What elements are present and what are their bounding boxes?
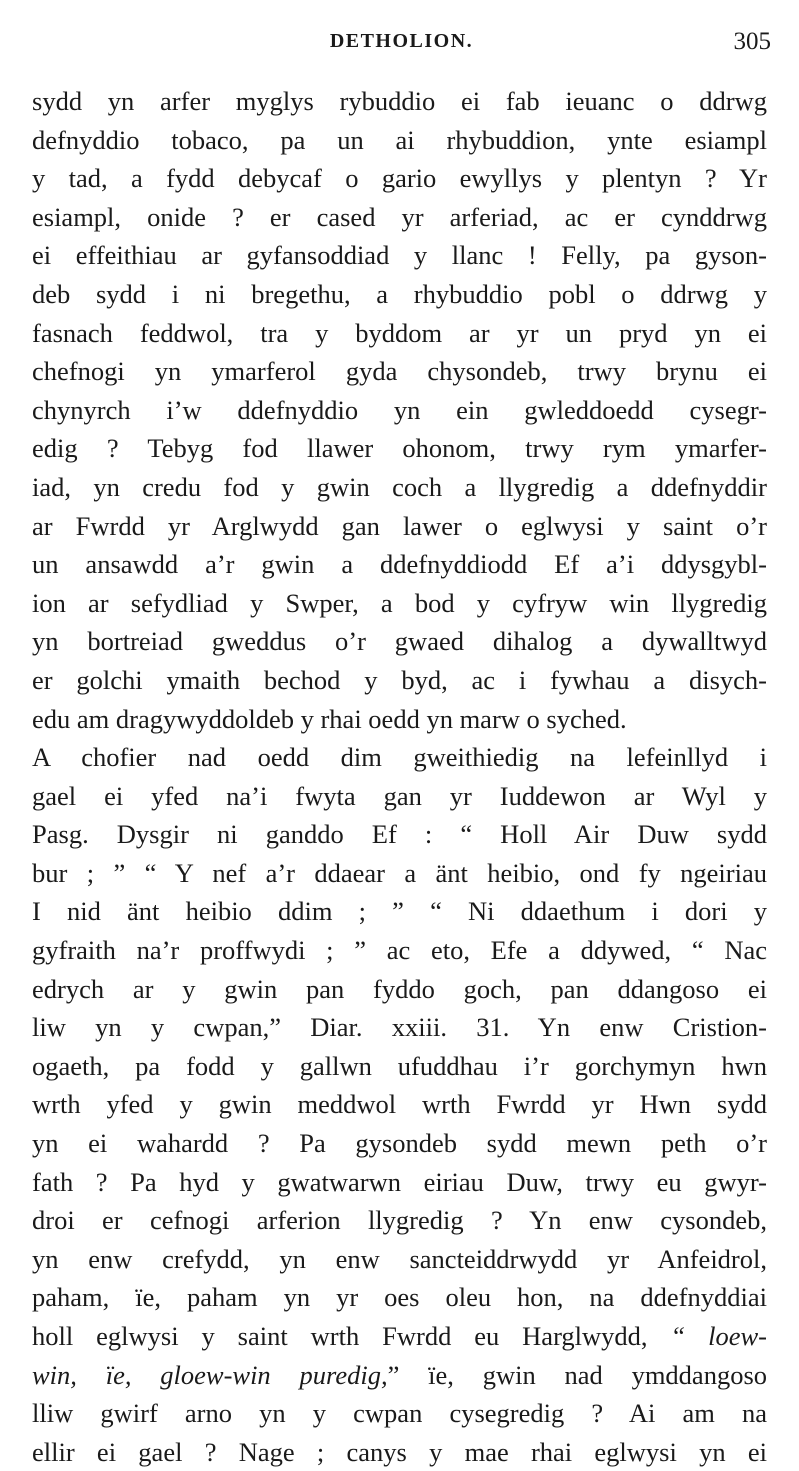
body-text	[32, 82, 767, 1471]
text-line: liw yn y cwpan,” Diar. xxiii. 31. Yn enw Cristion-	[32, 1012, 767, 1043]
text-line: paham, ïe, paham yn yr oes oleu hon, na ddefnyddiai	[32, 1282, 767, 1313]
text-line: sydd yn arfer myglys rybuddio ei fab ieuanc o ddrwg	[32, 86, 767, 116]
text-line: er golchi ymaith bechod y byd, ac i fywhau a disych-	[32, 664, 767, 695]
text-line: un ansawdd a’r gwin a ddefnyddiodd Ef a’i ddysgybl-	[32, 549, 767, 580]
text-line: A chofier nad oedd dim gweithiedig na lefeinllyd i	[32, 742, 767, 773]
text-line: yn enw crefydd, yn enw sancteiddrwydd yr Anfeidrol,	[32, 1243, 767, 1274]
text-line	[32, 1317, 767, 1356]
text-segment: holl eglwysi y saint wrth Fwrdd eu Harglwydd,	[32, 1321, 648, 1351]
text-line: yn ei wahardd ? Pa gysondeb sydd mewn peth o’r	[32, 1128, 767, 1159]
text-line: ar Fwrdd yr Arglwydd gan lawer o eglwysi y saint o’r	[32, 510, 767, 541]
text-line: esiampl, onide ? er cased yr arferiad, ac er cynddrwg	[32, 201, 767, 232]
text-line: chynyrch i’w ddefnyddio yn ein gwleddoedd cysegr-	[32, 394, 767, 425]
text-line: chefnogi yn ymarferol gyda chysondeb, trwy brynu ei	[32, 356, 767, 387]
text-line: fath ? Pa hyd y gwatwarwn eiriau Duw, trwy eu gwyr-	[32, 1166, 767, 1197]
text-line: fasnach feddwol, tra y byddom ar yr un pryd yn ei	[32, 317, 767, 348]
text-line: gyfraith na’r proffwydi ; ” ac eto, Efe a ddywed, “ Nac	[32, 935, 767, 966]
page-number: 305	[733, 28, 771, 55]
text-line: iad, yn credu fod y gwin coch a llygredig a ddefnyddir	[32, 471, 767, 502]
running-head	[32, 28, 771, 62]
text-line	[32, 1356, 767, 1395]
text-line: edu am dragywyddoldeb y rhai oedd yn marw o syched.	[32, 703, 627, 734]
text-line: y tad, a fydd debycaf o gario ewyllys y plentyn ? Yr	[32, 163, 767, 194]
text-line: wrth yfed y gwin meddwol wrth Fwrdd yr Hwn sydd	[32, 1089, 767, 1120]
text-line: ellir ei gael ? Nage ; canys y mae rhai eglwysi yn ei	[32, 1436, 767, 1467]
text-line: ei effeithiau ar gyfansoddiad y llanc ! Felly, pa gyson-	[32, 240, 767, 271]
text-line: edig ? Tebyg fod llawer ohonom, trwy rym ymarfer-	[32, 433, 767, 464]
text-line: edrych ar y gwin pan fyddo goch, pan ddangoso ei	[32, 973, 767, 1004]
text-segment: ” ïe, gwin nad ymddangoso	[387, 1359, 767, 1390]
italic-segment: “ loew-	[670, 1321, 767, 1351]
text-line: bur ; ” “ Y nef a’r ddaear a änt heibio, ond fy ngeiriau	[32, 857, 767, 888]
text-line: ogaeth, pa fodd y gallwn ufuddhau i’r gorchymyn hwn	[32, 1050, 767, 1081]
text-line: ion ar sefydliad y Swper, a bod y cyfryw win llygredig	[32, 587, 767, 618]
running-head-title: DETHOLION.	[329, 30, 474, 52]
italic-segment: win, ïe, gloew-win puredig,	[32, 1359, 388, 1390]
text-line: lliw gwirf arno yn y cwpan cysegredig ? Ai am na	[32, 1398, 767, 1429]
text-line: yn bortreiad gweddus o’r gwaed dihalog a dywalltwyd	[32, 626, 767, 657]
text-line: deb sydd i ni bregethu, a rhybuddio pobl o ddrwg y	[32, 278, 767, 309]
text-line: I nid änt heibio ddim ; ” “ Ni ddaethum i dori y	[32, 896, 767, 927]
text-line: gael ei yfed na’i fwyta gan yr Iuddewon ar Wyl y	[32, 780, 767, 811]
text-line: droi er cefnogi arferion llygredig ? Yn enw cysondeb,	[32, 1205, 767, 1236]
text-line: Pasg. Dysgir ni ganddo Ef : “ Holl Air Duw sydd	[32, 819, 767, 850]
text-line: defnyddio tobaco, pa un ai rhybuddion, ynte esiampl	[32, 124, 767, 155]
